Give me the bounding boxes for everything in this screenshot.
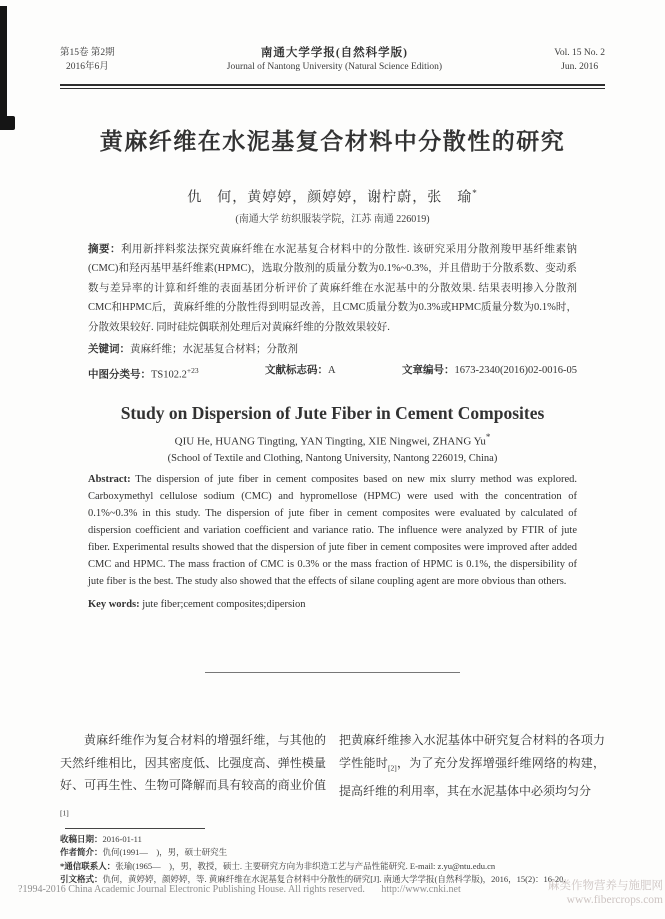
abstract-text-en: The dispersion of jute fiber in cement composites based on new mix slurry method was explored. Carboxymethyl cellulose sodium (CMC) and hypromellose (HPMC) were used with the concentration of 0.1%~0.3% in this study. The dispersion of jute fiber in cement composites were evaluated by calculated of dispersion coefficient and variation coefficient and variance ratio. The influence were analyzed by FTIR of jute fiber. Experimental results showed that the dispersion of jute fiber in cement composites were improved after added CMC and HPMC. The mass fraction of CMC is 0.3% or the mass fraction of HPMC is 0.1%, the dispersibility of jute fiber is the best. The study also showed that the effects of silane coupling agent are more obvious than others.: [88, 474, 577, 588]
volume-issue-cn: [60, 46, 115, 74]
clc-number: [88, 363, 199, 383]
document-code-label: 文献标志码：: [265, 365, 329, 377]
footnotes-block: [60, 833, 605, 887]
clc-value: TS102.2: [151, 369, 187, 381]
site-watermark: [548, 879, 663, 907]
volume-issue-cn-line2: 2016年6月: [65, 62, 109, 72]
authors-en: [60, 430, 605, 449]
volume-issue-en: [554, 46, 605, 74]
corresponding-author-mark-en: *: [485, 431, 491, 442]
author-bio-label: 作者简介：: [60, 847, 103, 858]
footnote-rule: [65, 828, 205, 829]
article-title-en: Study on Dispersion of Jute Fiber in Cement Composites: [120, 402, 545, 423]
article-number-value: 1673-2340(2016)02-0016-05: [454, 365, 577, 377]
cnki-url: http://www.cnki.net: [381, 884, 461, 895]
scan-edge-blob: [0, 116, 15, 130]
received-date-value: 2016-01-11: [102, 833, 142, 844]
footnote-author-bio: [60, 846, 605, 860]
body-right-text-cont: ，为了充分发挥增强纤维网络的构建，提高纤维的利用率，其在水泥基体中必须均匀分: [339, 755, 605, 798]
corresponding-author-mark: *: [472, 188, 478, 198]
footnote-corresponding-author: [60, 860, 605, 874]
abstract-block-cn: [88, 240, 577, 383]
journal-name-cn: 南通大学学报(自然科学版): [260, 47, 409, 59]
journal-header: [60, 46, 605, 75]
body-left-text: 黄麻纤维作为复合材料的增强纤维，与其他的天然纤维相比，因其密度低、比强度高、弹性模量好、可再生性、生物可降解而具有较高的商业价值: [60, 733, 326, 793]
keywords-text-cn: 黄麻纤维；水泥基复合材料；分散剂: [130, 344, 298, 356]
keywords-text-en: jute fiber;cement composites;dipersion: [142, 599, 306, 611]
authors-cn: [60, 184, 605, 208]
volume-issue-en-line2: Jun. 2016: [561, 62, 599, 72]
corresponding-author-label: *通信联系人：: [60, 860, 116, 871]
abstract-label-cn: 摘要：: [88, 243, 121, 255]
abstract-cn: [88, 240, 577, 338]
scan-edge-artifact: [0, 6, 7, 120]
clc-label: 中图分类号：: [88, 369, 151, 381]
article-number: [402, 363, 577, 383]
abstract-label-en: Abstract:: [88, 474, 131, 486]
received-date-label: 收稿日期：: [60, 833, 103, 844]
affiliation-cn: (南通大学 纺织服装学院，江苏 南通 226019): [235, 213, 430, 225]
journal-name-en: Journal of Nantong University (Natural Science Edition): [226, 62, 443, 72]
corresponding-author-value: 张瑜(1965— )，男，教授，硕士. 主要研究方向为非织造工艺与产品性能研究. E-mail: z.yu@ntu.edu.cn: [115, 860, 496, 871]
affiliation-en: (School of Textile and Clothing, Nantong University, Nantong 226019, China): [167, 453, 498, 465]
authors-en-names: QIU He, HUANG Tingting, YAN Tingting, XIE Ningwei, ZHANG Yu: [174, 435, 486, 448]
copyright-text: ?1994-2016 China Academic Journal Electronic Publishing House. All rights reserved.: [18, 884, 365, 895]
citation-format-value: 仇何，黄婷婷，颜婷婷，等. 黄麻纤维在水泥基复合材料中分散性的研究[J]. 南通大学学报(自然科学版)，2016，15(2)：16-20.: [102, 874, 566, 885]
article-title-cn: 黄麻纤维在水泥基复合材料中分散性的研究: [99, 129, 566, 154]
article-number-label: 文章编号：: [402, 365, 455, 377]
cnki-copyright-bar: [18, 884, 461, 895]
section-separator-rule: [205, 672, 460, 673]
body-column-left: [60, 729, 326, 824]
body-text-columns: [60, 729, 605, 824]
author-bio-value: 仇何(1991— )，男，硕士研究生: [102, 847, 228, 858]
citation-format-label: 引文格式：: [60, 874, 103, 885]
keywords-cn: [88, 342, 577, 357]
journal-name-block: [115, 46, 555, 75]
watermark-site-name: 麻类作物营养与施肥网: [548, 880, 663, 892]
document-code: [265, 363, 336, 383]
body-right-text: 把黄麻纤维掺入水泥基体中研究复合材料的各项力学性能时: [339, 733, 605, 770]
volume-issue-cn-line1: 第15卷 第2期: [60, 48, 115, 58]
keywords-en: [88, 597, 577, 612]
reference-marker-2: [2]: [388, 763, 397, 773]
abstract-en: [88, 471, 577, 590]
header-divider-rule: [60, 84, 605, 89]
clc-superscript: +23: [186, 366, 199, 376]
reference-marker-1: [1]: [60, 808, 69, 818]
document-code-value: A: [328, 365, 336, 377]
authors-cn-names: 仇 何，黄婷婷，颜婷婷，谢柠蔚，张 瑜: [187, 190, 473, 206]
keywords-label-cn: 关键词：: [88, 344, 130, 356]
watermark-site-url: www.fibercrops.com: [566, 894, 663, 906]
body-column-right: [339, 729, 605, 824]
abstract-text-cn: 利用新拌料浆法探究黄麻纤维在水泥基复合材料中的分散性. 该研究采用分散剂羧甲基纤维素钠(CMC)和羟丙基甲基纤维素(HPMC)，选取分散剂的质量分数为0.1%~0.3%，并且借助于分散系数、变动系数与差异率的计算和纤维的表面基团分析评价了黄麻纤维在水泥基中的分散效果. 结果表明掺入分散剂CMC和HPMC后，黄麻纤维的分散性得到明显改善，且CMC质量分数为0.3%或HPMC质量分数为0.1%时，分散效果较好. 同时硅烷偶联剂处理后对黄麻纤维的分散效果较好.: [88, 243, 577, 333]
classification-row: [88, 363, 577, 383]
volume-issue-en-line1: Vol. 15 No. 2: [554, 48, 605, 58]
keywords-label-en: Key words:: [88, 599, 140, 611]
footnote-received-date: [60, 833, 605, 847]
